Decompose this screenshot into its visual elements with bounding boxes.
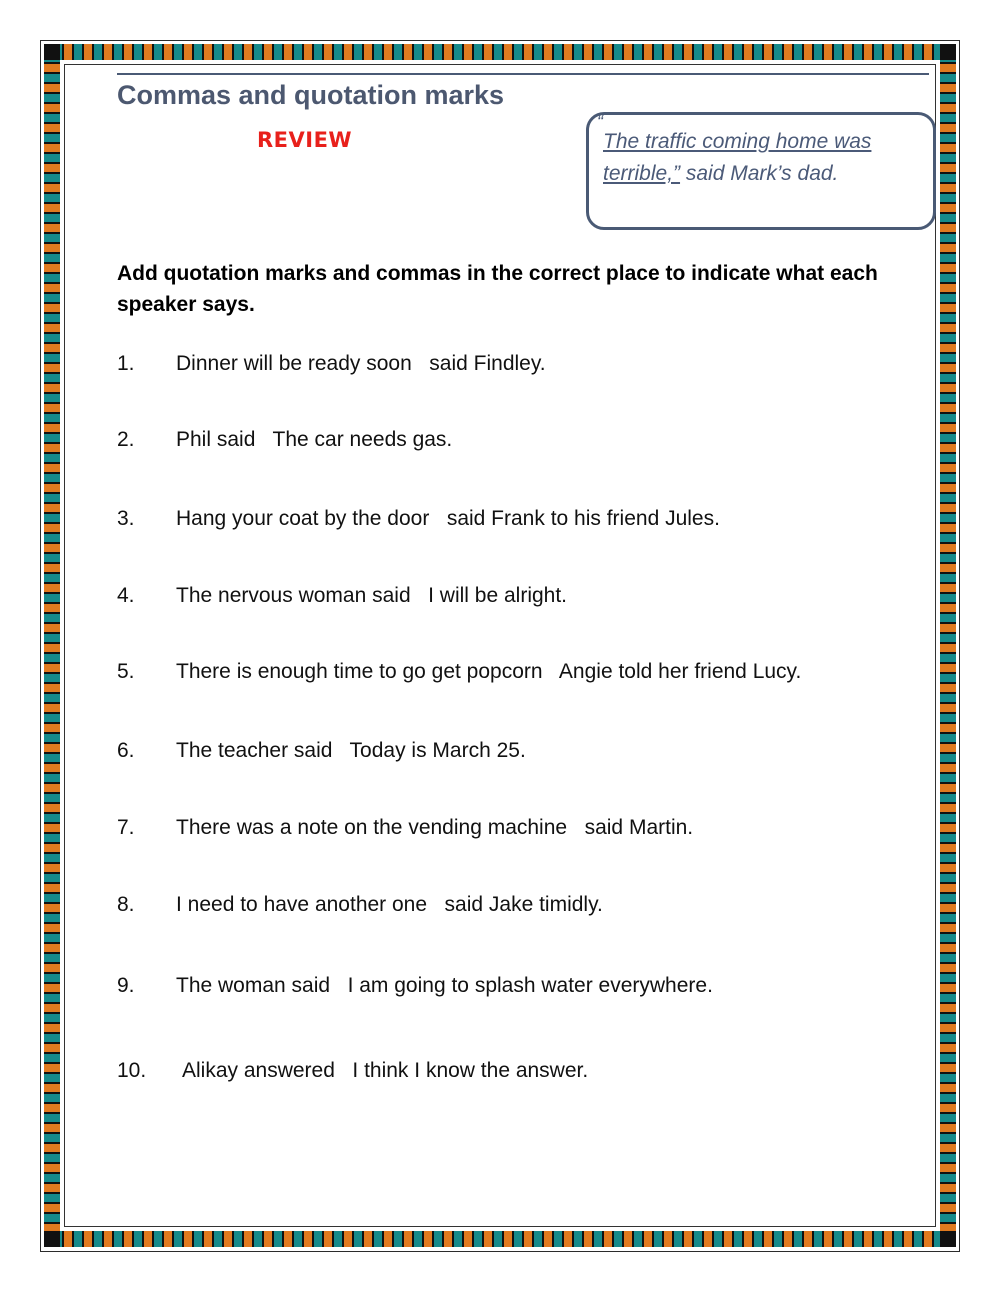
border-corner-bottom-left (44, 1231, 60, 1247)
question-text: Alikay answered I think I know the answer. (182, 1059, 589, 1082)
question-number: 2. (117, 428, 135, 451)
review-label: REVIEW (257, 128, 353, 152)
decorative-border-top (44, 44, 956, 60)
question-number: 10. (117, 1059, 147, 1082)
example-line1: The traffic coming home was (603, 130, 872, 153)
question-item (117, 660, 801, 684)
page-title: Commas and quotation marks (117, 80, 505, 110)
question-text: There was a note on the vending machine said Martin. (176, 816, 694, 839)
question-item (117, 816, 693, 840)
example-open-quote: “ (597, 112, 603, 132)
question-text: Phil said The car needs gas. (176, 428, 453, 451)
border-corner-bottom-right (940, 1231, 956, 1247)
decorative-border-right (940, 44, 956, 1247)
question-number: 5. (117, 660, 135, 683)
example-sentence (603, 126, 923, 190)
title-rule (117, 73, 929, 75)
decorative-border-left (44, 44, 60, 1247)
question-number: 7. (117, 816, 135, 839)
question-item (117, 507, 720, 531)
question-item (117, 974, 713, 998)
question-item (117, 428, 452, 452)
question-text: There is enough time to go get popcorn Angie told her friend Lucy. (176, 660, 802, 683)
question-item (117, 1059, 588, 1083)
question-item (117, 352, 546, 376)
border-corner-top-right (940, 44, 956, 60)
example-line2-attribution: said Mark’s dad. (680, 162, 839, 185)
question-number: 3. (117, 507, 135, 530)
question-item (117, 584, 567, 608)
question-text: The nervous woman said I will be alright. (176, 584, 568, 607)
question-number: 8. (117, 893, 135, 916)
question-text: Dinner will be ready soon said Findley. (176, 352, 546, 375)
example-line2-quote: terrible,” (603, 162, 681, 185)
question-number: 4. (117, 584, 135, 607)
question-text: The woman said I am going to splash water everywhere. (176, 974, 713, 997)
border-corner-top-left (44, 44, 60, 60)
decorative-border-bottom (44, 1231, 956, 1247)
question-number: 6. (117, 739, 135, 762)
question-item (117, 893, 603, 917)
question-number: 9. (117, 974, 135, 997)
instructions: Add quotation marks and commas in the correct place to indicate what each speaker says. (117, 262, 878, 316)
question-text: I need to have another one said Jake timidly. (176, 893, 603, 916)
question-item (117, 739, 526, 763)
question-text: The teacher said Today is March 25. (176, 739, 526, 762)
worksheet-frame (64, 64, 936, 1227)
question-number: 1. (117, 352, 135, 375)
question-text: Hang your coat by the door said Frank to his friend Jules. (176, 507, 720, 530)
